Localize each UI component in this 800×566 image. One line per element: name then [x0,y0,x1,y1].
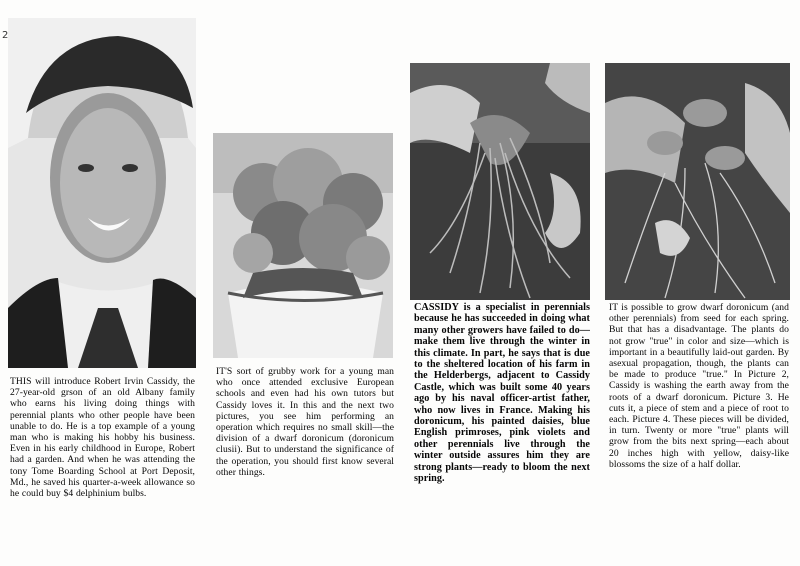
caption-col-2-text: IT'S sort of grubby work for a young man who once attended exclusive European schools and even had his own tutors but Cassidy loves it. In this and the next two pictures, you see him performing an operation which requires no small skill—the division of a dwarf doronicum (doronicum clusii). But to understand the significance of the operation, you should first know several other things. [216,366,394,478]
caption-col-3 [414,302,590,532]
hands-roots-image [410,63,590,300]
caption-col-1 [10,376,195,561]
portrait-image [8,18,196,368]
caption-col-3-text: CASSIDY is a specialist in perennials because he has succeeded in doing what many other growers have failed to do—make them live through the winter in this climate. In part, he says that is due to the sheltered location of his farm in the Helderbergs, adjacent to Cassidy Castle, which was built some 40 years ago by his naval officer-artist father, who now lives in France. Making his doronicum, his painted daisies, blue English primroses, pink violets and other perennials live through the winter outside assures him they are strong plants—ready to bloom the next spring. [414,302,590,485]
hands-roots-photo [410,63,590,300]
potted-plant-photo [213,133,393,358]
caption-col-2 [216,366,394,516]
divided-plant-photo [605,63,790,300]
margin-mark: 2 [2,30,9,41]
caption-col-1-text: THIS will introduce Robert Irvin Cassidy, the 27-year-old grson of an old Albany family who earns his living doing things with perennial plants who other people have been unable to do. He is a top example of a young man who is making his hobby his business. Even in his early childhood in Europe, Robert had a garden. And when he was attending the tony Tome Boarding School at Port Deposit, Md., he saved his quarter-a-week allowance so he could buy $4 delphinium bulbs. [10,376,195,500]
portrait-photo [8,18,196,368]
potted-plant-image [213,133,393,358]
caption-col-4-text: IT is possible to grow dwarf doronicum (and other perennials) from seed for each spring. But that has a disadvantage. The plants do not grow "true" in color and size—which is important in a beautifully laid-out garden. By asexual propagation, though, the plants can be made to produce "true." In Picture 2, Cassidy is washing the earth away from the roots of a dwarf doronicum. Picture 3. He cuts it, a piece of stem and a piece of root to each. Picture 4. These pieces will be divided, in turn. Twenty or more "true" plants will grow from the bits next spring—each about 20 inches high with yellow, daisy-like blossoms the size of a half dollar. [609,302,789,470]
caption-col-4 [609,302,789,532]
divided-plant-image [605,63,790,300]
